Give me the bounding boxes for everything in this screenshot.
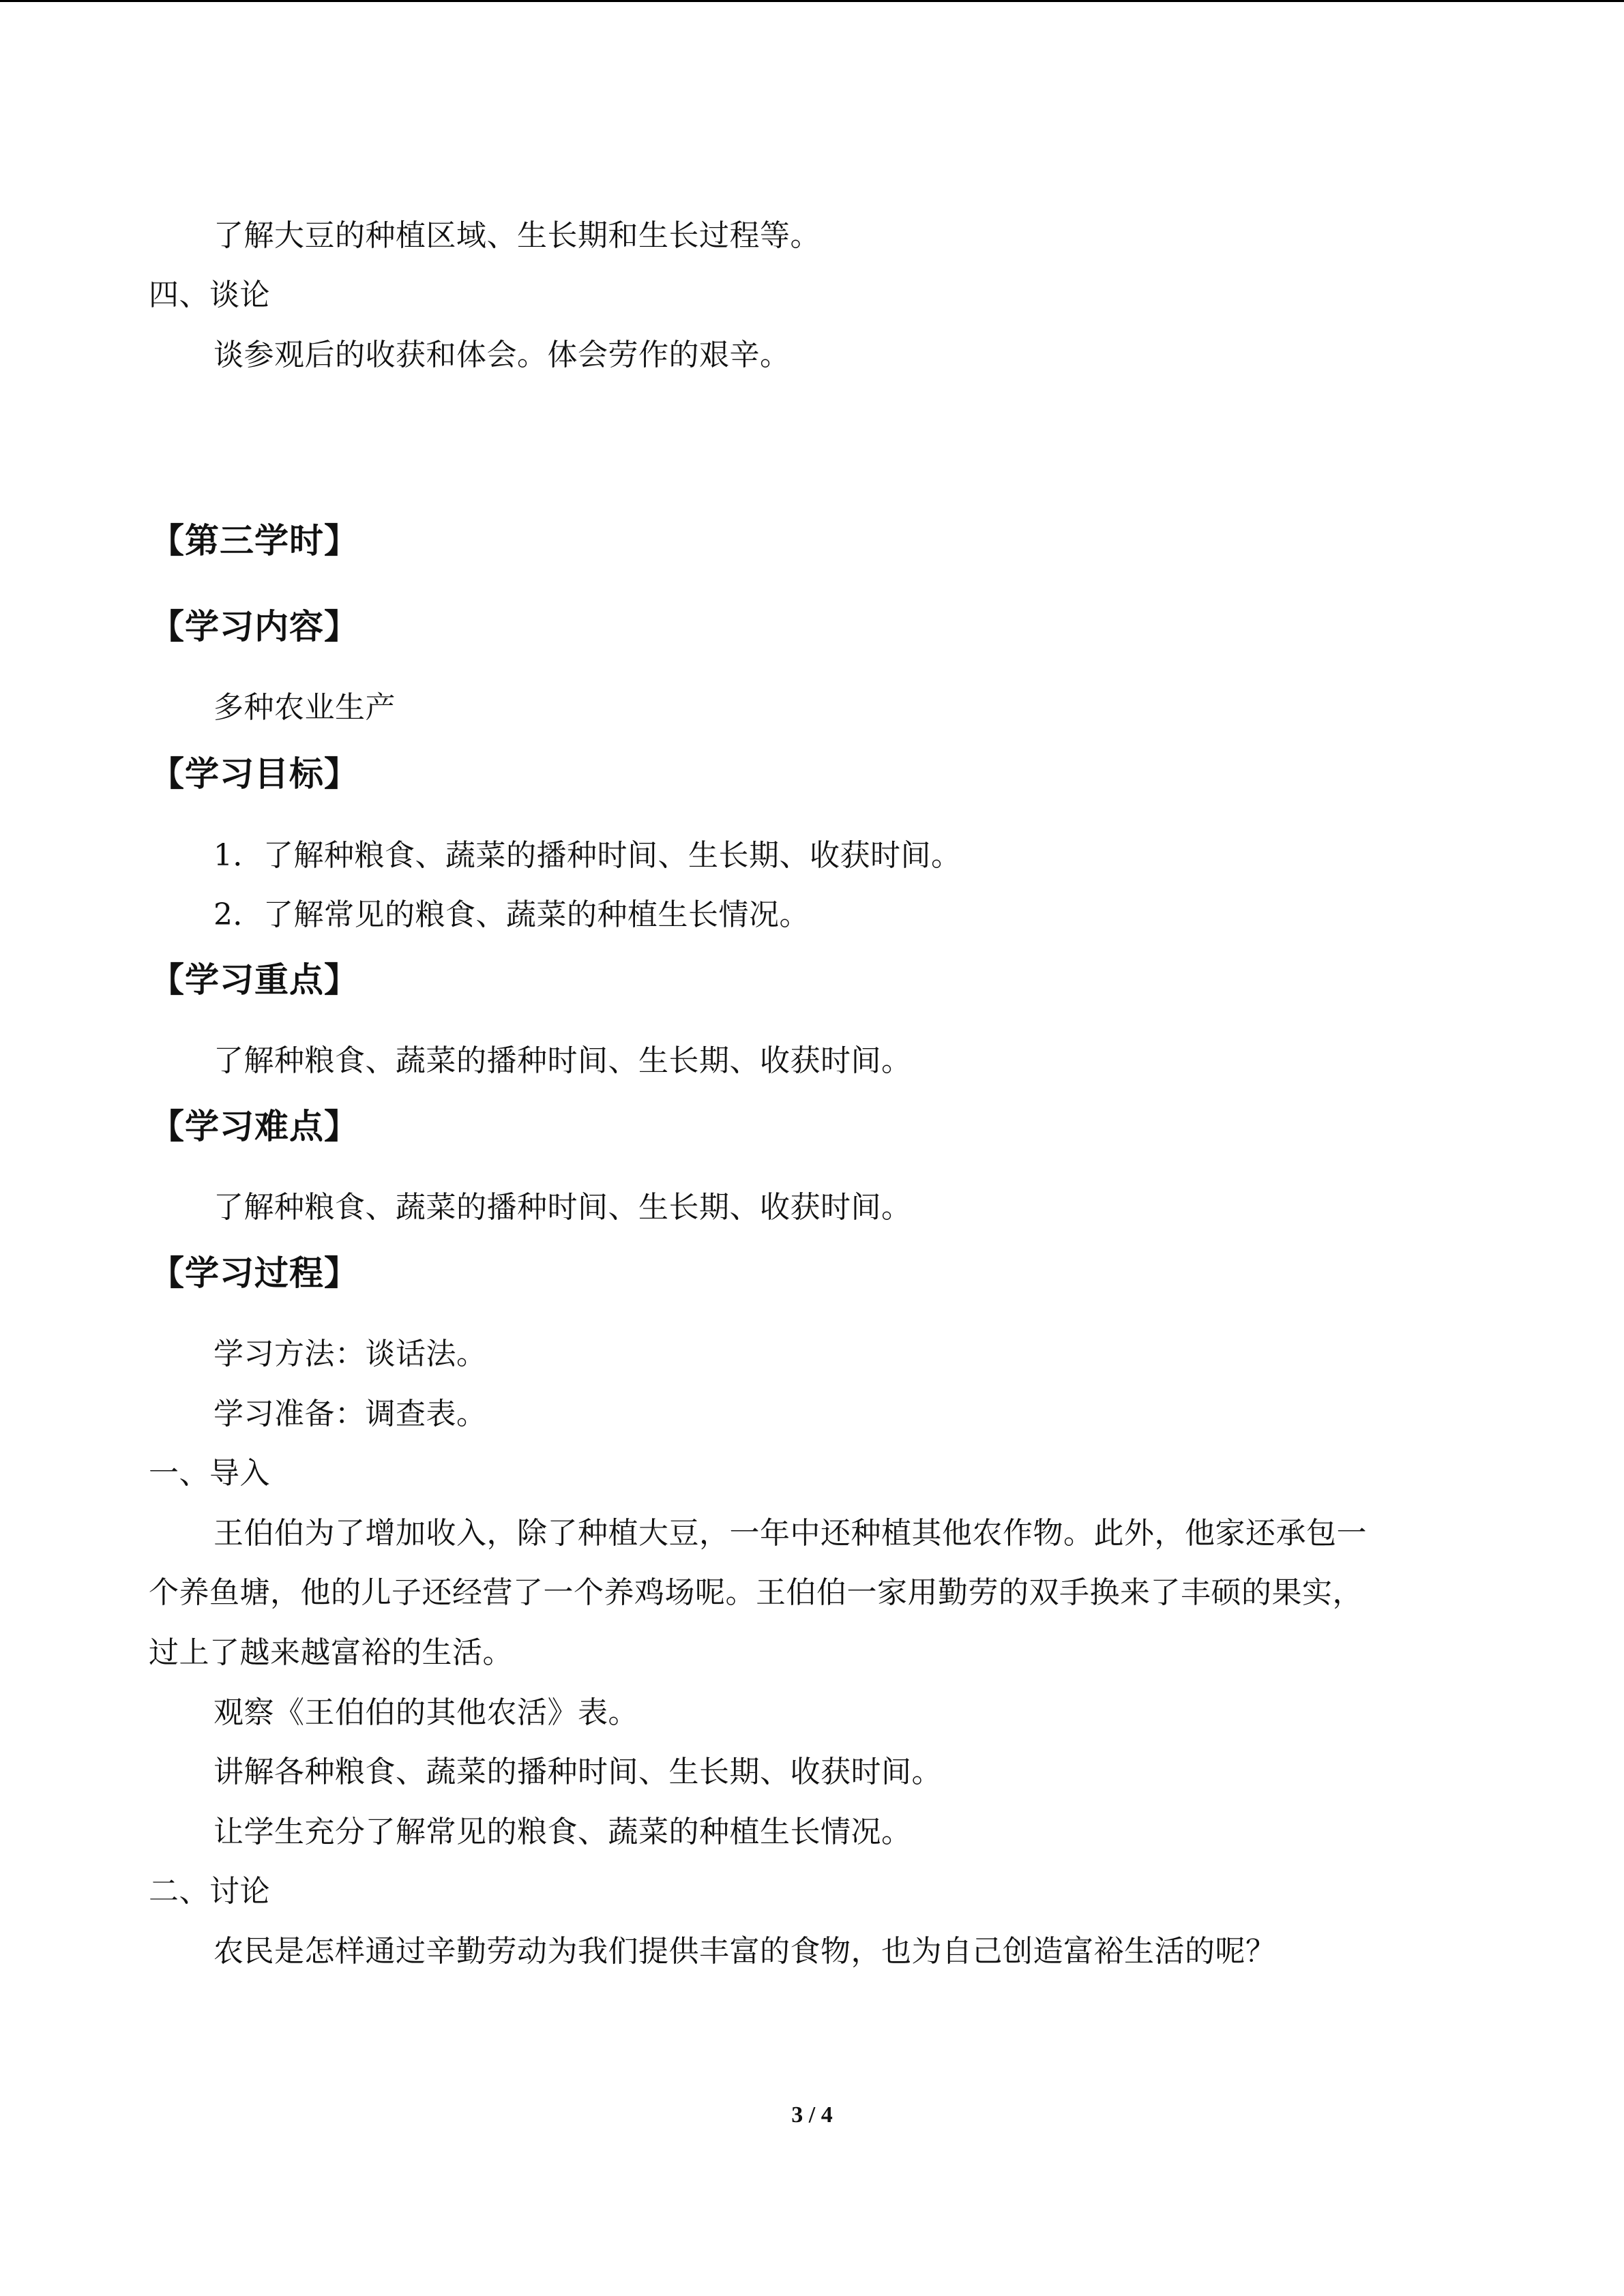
heading-learning-difficulty: 【学习难点】: [150, 1107, 359, 1146]
heading-lesson-three: 【第三学时】: [150, 521, 359, 561]
paragraph-focus: 了解种粮食、蔬菜的播种时间、生长期、收获时间。: [213, 1043, 912, 1078]
paragraph-method: 学习方法：谈话法。: [213, 1337, 487, 1371]
section-heading-talk: 四、谈论: [149, 278, 270, 312]
heading-learning-focus: 【学习重点】: [150, 960, 359, 1000]
goal-item-1: 1．了解种粮食、蔬菜的播种时间、生长期、收获时间。: [213, 838, 962, 873]
section-heading-intro: 一、导入: [149, 1456, 270, 1491]
heading-learning-goals: 【学习目标】: [150, 754, 359, 794]
section-heading-discuss: 二、讨论: [149, 1874, 270, 1909]
intro-line-1: 王伯伯为了增加收入，除了种植大豆，一年中还种植其他农作物。此外，他家还承包一: [213, 1516, 1367, 1551]
page-number: 3 / 4: [791, 2102, 833, 2128]
goal-item-2: 2．了解常见的粮食、蔬菜的种植生长情况。: [213, 897, 810, 932]
heading-learning-process: 【学习过程】: [150, 1253, 359, 1293]
paragraph-observe: 观察《王伯伯的其他农活》表。: [213, 1695, 638, 1730]
paragraph-discuss: 农民是怎样通过辛勤劳动为我们提供丰富的食物，也为自己创造富裕生活的呢？: [213, 1934, 1276, 1969]
intro-line-2: 个养鱼塘，他的儿子还经营了一个养鸡场呢。王伯伯一家用勤劳的双手换来了丰硕的果实，: [149, 1575, 1363, 1610]
paragraph-explain: 讲解各种粮食、蔬菜的播种时间、生长期、收获时间。: [213, 1755, 942, 1789]
paragraph-difficulty: 了解种粮食、蔬菜的播种时间、生长期、收获时间。: [213, 1190, 912, 1225]
paragraph-soybean: 了解大豆的种植区域、生长期和生长过程等。: [213, 218, 821, 253]
paragraph-understand: 让学生充分了解常见的粮食、蔬菜的种植生长情况。: [213, 1815, 912, 1849]
heading-learning-content: 【学习内容】: [150, 607, 359, 646]
top-border-line: [0, 0, 1624, 2]
intro-line-3: 过上了越来越富裕的生活。: [149, 1635, 513, 1670]
paragraph-preparation: 学习准备：调查表。: [213, 1397, 487, 1431]
paragraph-talk: 谈参观后的收获和体会。体会劳作的艰辛。: [213, 338, 791, 372]
paragraph-content: 多种农业生产: [213, 690, 396, 725]
